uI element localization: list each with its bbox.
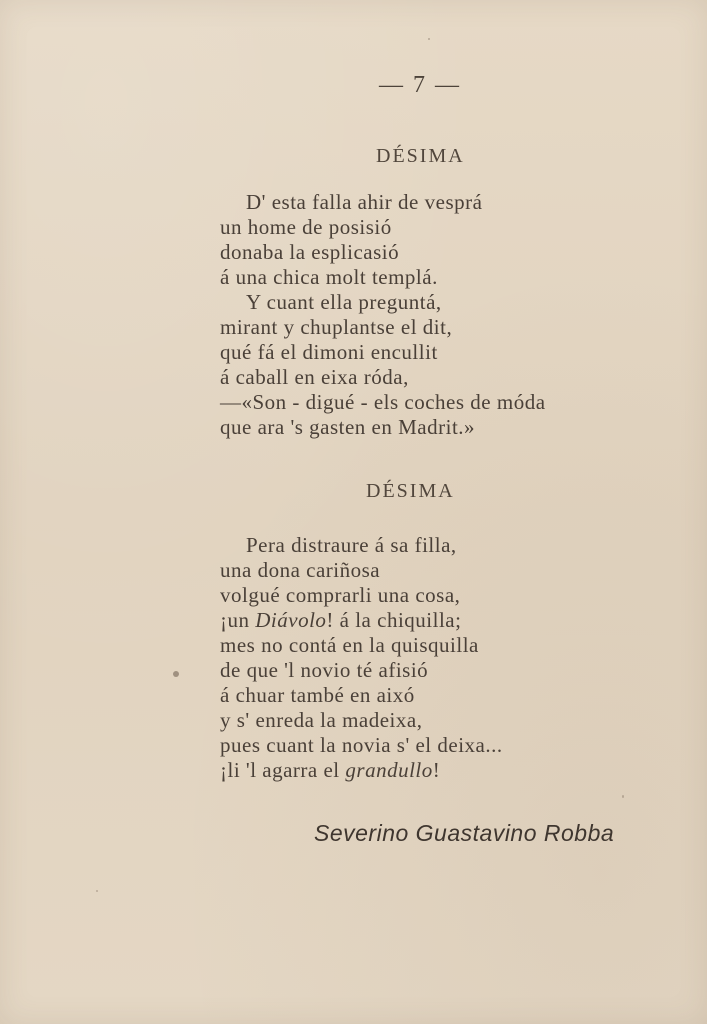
poem-line: un home de posisió [220,215,392,239]
line-text: ! [432,758,441,782]
poem-line: Pera distraure á sa filla, [246,533,457,557]
poem-line: volgué comprarli una cosa, [220,583,461,607]
line-text: ! á la chiquilla; [326,608,462,632]
poem-line: á chuar també en aixó [220,683,415,707]
poem-line: á caball en eixa róda, [220,365,409,389]
poem-title: DÉSIMA [366,480,455,502]
poem-title: DÉSIMA [376,145,465,167]
italic-word: grandullo [345,758,433,782]
poem-line: de que 'l novio té afisió [220,658,429,682]
poem-line: mes no contá en la quisquilla [220,633,479,657]
line-text: ¡un [220,608,256,632]
poem-line: mirant y chuplantse el dit, [220,315,453,339]
poem-line: que ara 's gasten en Madrit.» [220,415,476,439]
poem-line: D' esta falla ahir de vesprá [246,190,483,214]
author-signature: Severino Guastavino Robba [314,820,615,846]
paper-speck [173,671,179,677]
poem-1 [220,145,660,440]
poem-line: pues cuant la novia s' el deixa... [220,733,503,757]
poem-line: qué fá el dimoni encullit [220,340,438,364]
poem-line [220,608,660,633]
line-text: ¡li 'l agarra el [220,758,346,782]
italic-word: Diávolo [255,608,327,632]
paper-speck [622,795,624,798]
poem-line: donaba la esplicasió [220,240,400,264]
paper-speck [96,890,98,892]
poem-line: una dona cariñosa [220,558,381,582]
poem-line: á una chica molt templá. [220,265,438,289]
poem-line [220,758,660,783]
poem-line: y s' enreda la madeixa, [220,708,423,732]
poem-2 [220,480,660,783]
paper-speck [428,38,430,40]
poem-line: —«Son - digué - els coches de móda [220,390,546,414]
poem-line: Y cuant ella preguntá, [246,290,442,314]
page-number: — 7 — [379,72,461,98]
